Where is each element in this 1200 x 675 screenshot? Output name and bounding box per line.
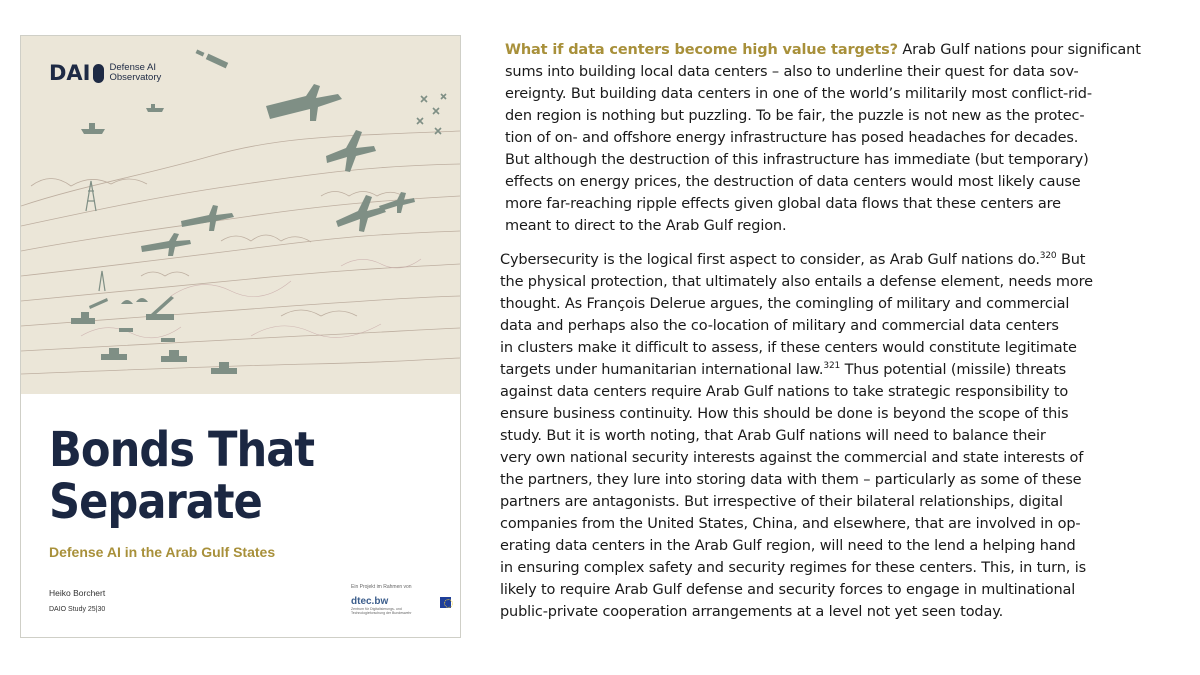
- daio-logo-text: Defense AI Observatory: [109, 62, 162, 83]
- body-text: [500, 39, 1140, 623]
- daio-logo-mark: DAI: [49, 61, 104, 85]
- cover-subtitle: Defense AI in the Arab Gulf States: [49, 544, 276, 560]
- cover-study-number: DAIO Study 25|30: [49, 606, 106, 613]
- paragraph-data-center-targets: What if data centers become high value targets? Arab Gulf nations pour significant sums into building local data centers – also to underline their quest for data sov- ereignty. But building data centers in one of the world’s militarily most conflict-rid- den region is nothing but puzzling. To be fair, the puzzle is not new as the protec- tion of on- and offshore energy infrastructure has posed headaches for decades. But although the destruction of this infrastructure has immediate (but temporary) effects on energy prices, the destruction of data centers would most likely cause more far-reaching ripple effects given global data flows that these centers are meant to direct to the Arab Gulf region.: [505, 42, 1141, 234]
- report-cover: [20, 35, 461, 638]
- cover-title: Bonds That Separate: [49, 422, 314, 530]
- sponsor-block: [351, 584, 451, 615]
- paragraph-lead: What if data centers become high value targets?: [505, 42, 898, 58]
- terrain-sketch: [21, 36, 460, 394]
- footnote-ref-320[interactable]: 320: [1039, 251, 1057, 261]
- cover-illustration: [21, 36, 460, 394]
- paragraph-cybersecurity: Cybersecurity is the logical first aspect to consider, as Arab Gulf nations do.$^{320}$ But the physical protection, that ultimately also entails a defense element, needs more thought. As François Delerue argues, the comingling of military and commercial data and perhaps also the co-location of military and commercial data centers in clusters make it difficult to assess, if these centers would constitute legitimate targets under humanitarian international law.$^{321}$ Thus potential (missile) threats against data centers require Arab Gulf nations to take strategic responsibility to ensure business continuity. How this should be done is beyond the scope of this study. But it is worth noting, that Arab Gulf nations will need to balance their very own national security interests against the commercial and state interests of the partners, they lure into storing data with them – particularly as some of these partners are antagonists. But irrespective of their bilateral relationships, digital companies from the United States, China, and elsewhere, that are involved in op- erating data centers in the Arab Gulf region, will need to the lend a helping hand in ensuring complex safety and security regimes for these centers. This, in turn, is likely to require Arab Gulf defense and security forces to engage in multinational public-private cooperation arrangements at a level not yet seen today.: [500, 251, 1093, 620]
- daio-logo: [49, 61, 161, 85]
- eu-flag-icon: [440, 597, 451, 608]
- cover-author: Heiko Borchert: [49, 588, 106, 598]
- footnote-ref-321[interactable]: 321: [823, 361, 841, 371]
- dtec-logo: dtec.bw Zentrum für Digitalisierungs- und Technologieforschung der Bundeswehr: [351, 596, 412, 615]
- sponsor-caption: Ein Projekt im Rahmen von: [351, 584, 412, 590]
